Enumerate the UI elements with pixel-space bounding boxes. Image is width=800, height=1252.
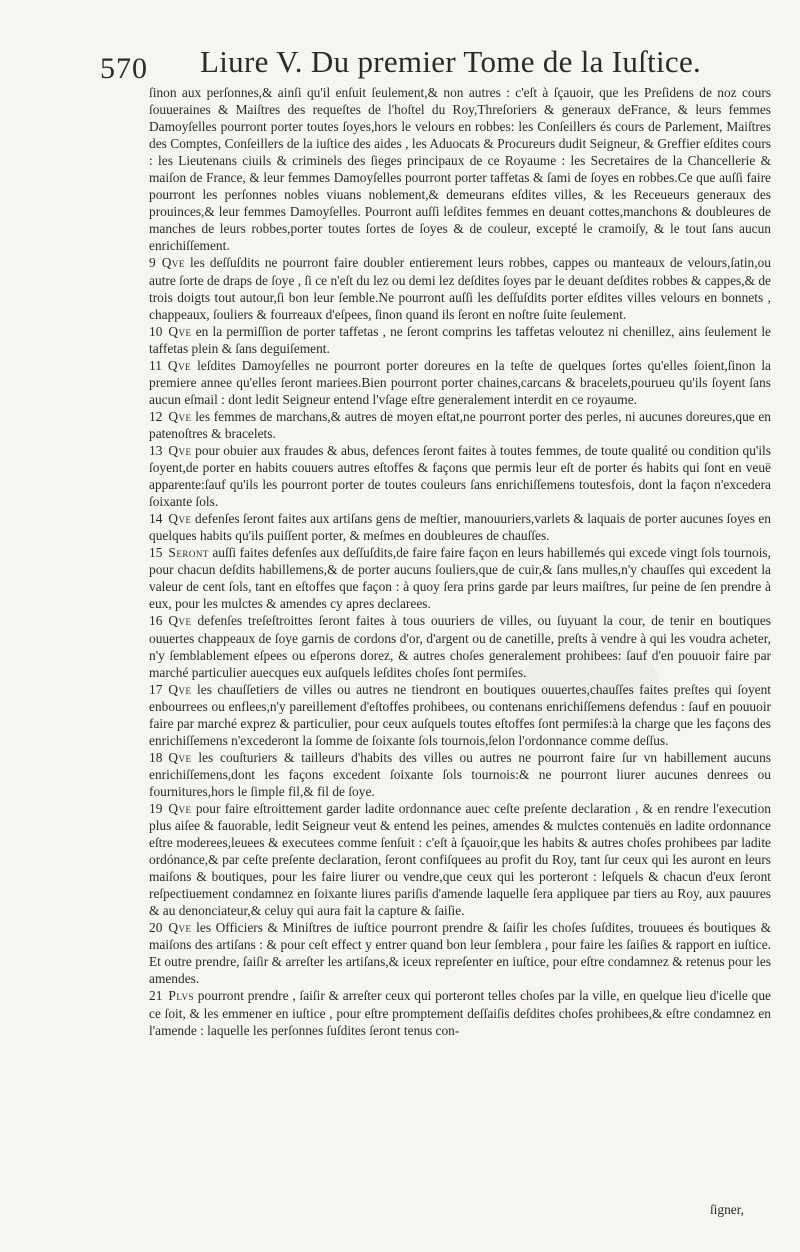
article-initial: Qve — [168, 511, 192, 527]
paragraph — [149, 681, 771, 749]
article-initial: Qve — [168, 408, 192, 424]
paragraph-text: les deſſuſdits ne pourront faire doubler entierement leurs robbes, cappes ou manteaux de velours,ſatin,ou autre ſorte de draps de ſoye , ſi ce n'eſt du lez ou demi lez deſdites ſoyes par le deuant deſdites robbes & cappes,& de trois doigts tout autour,ſi bon leur ſemble.Ne pourront auſſi les deſſuſdits porter eſdites villes velours en bonnets , chappeaux, ſouliers & fourreaux d'eſpees, ſinon quand ils ſeront en noſtre ſuite ſeulement. — [149, 255, 771, 322]
article-initial: Qve — [168, 442, 192, 458]
paragraph — [149, 510, 771, 544]
article-number: 13 — [149, 442, 163, 458]
paragraph-text: les chauſſetiers de villes ou autres ne tiendront en boutiques ouuertes,chauſſes faites preſtes qui ſoyent enbourrees ou enflees,n'y pareillement d'eſtoffes prohibees, ou contenans enrichiſſemens defendus : ſauf en pouuoir faire par marché exprez & particulier, pour ceux auſquels toutes eſtoffes ſont permiſes:à la charge que les façons des enrichiſſemens n'excederont la ſomme de ſoixante ſols tournois,ſelon l'ordonnance comme deſſus. — [149, 681, 771, 748]
paragraph-text: defenſes ſeront faites aux artiſans gens de meſtier, manouuriers,varlets & laquais de porter aucunes ſoyes en quelques habits qu'ils puiſſent porter, & meſmes en doubleures de chauſſes. — [149, 511, 771, 544]
paragraph — [149, 442, 771, 510]
paragraph-text: defenſes treſeſtroittes ſeront faites à tous ouuriers de villes, ou ſuyuant la cour, de tenir en boutiques ouuertes chappeaux de ſoye garnis de cordons d'or, d'argent ou de canetille, preſts à vendre à qui les voudra acheter, n'y ſemblablement eſpees ou eſperons dorez, & autres choſes generalement prohibees: ſauf d'en pouuoir faire par marché particulier auecques eux auſquels leſdites choſes ſont permiſes. — [149, 613, 771, 680]
article-number: 11 — [149, 357, 162, 373]
paragraph — [149, 357, 771, 408]
article-initial: Qve — [168, 749, 192, 765]
article-initial: Seront — [168, 545, 209, 561]
article-initial: Plvs — [168, 988, 195, 1004]
paragraph-text: en la permiſſion de porter taffetas , ne ſeront comprins les taffetas veloutez ni chenillez, ains ſeulement le taffetas plein & ſans deguiſement. — [149, 323, 771, 356]
folio-number: 570 — [100, 52, 148, 85]
article-initial: Qve — [168, 681, 192, 697]
paragraph-text: pourront prendre , ſaiſir & arreſter ceux qui porteront telles choſes par la ville, en quelque lieu d'icelle que ce ſoit, & les emmener en iuſtice , pour eſtre promptement deſſaiſis deſdites choſes prohibees,& eſtre condamnez en l'amende : laquelle les perſonnes ſuſdites ſeront tenus con- — [149, 988, 771, 1038]
article-initial: Qve — [168, 613, 192, 629]
article-number: 17 — [149, 681, 163, 697]
paragraph-text: auſſi faites defenſes aux deſſuſdits,de faire faire façon en leurs habillemés qui excede vingt ſols tournois, pour chacun deſdits habillemens,& de porter aucuns ſouliers,que de cuir,& ſans mulles,n'y chauſſes qui excedent la valeur de cent ſols, tant en eſtoffes que façon : à quoy ſera prins garde par leurs maiſtres, ſur peine de ſen prendre à eux, pour les mulctes & amendes cy apres declarees. — [149, 545, 771, 612]
page-header — [0, 34, 800, 84]
catchword: ſigner, — [709, 1202, 744, 1217]
article-initial: Qve — [167, 357, 192, 373]
paragraph — [149, 800, 771, 919]
paragraph-text: les Officiers & Miniſtres de iuſtice pourront prendre & ſaiſir les choſes ſuſdites, trouuees és boutiques & maiſons des artiſans : & pour ceſt effect y entrer quand bon leur ſemblera , pour faire les ſaiſies & rapport en iuſtice. Et outre prendre, ſaiſir & arreſter les artiſans,& iceux repreſenter en iuſtice, pour eſtre condamnez & retenus pour les amendes. — [149, 920, 771, 987]
article-initial: Qve — [161, 255, 185, 271]
article-initial: Qve — [168, 920, 192, 936]
paragraph-text: ſinon aux perſonnes,& ainſi qu'il enſuit ſeulement,& non autres : c'eſt à ſçauoir, que les Preſidens de noz cours ſouueraines & Maiſtres des requeſtes de l'hoſtel du Roy,Threſoriers & generaux deFrance, & leurs femmes Damoyſelles pourront porter toutes ſoyes,hors le velours en robbes: les Conſeillers és cours de Parlement, Maiſtres des Comptes, Conſeillers de la iuſtice des aides , les Aduocats & Procureurs dudit Seigneur, & Greffier eſdites cours : les Lieutenans ciuils & criminels des ſieges principaux de ce Royaume : les Secretaires de la Chancellerie & maiſon de France, & leur femmes Damoyſelles pourront porter taffetas & ſami de ſoyes en robbes.Ce que auſſi faire pourront les perſonnes nobles viuans noblement,& demeurans eſdites villes, & les Receueurs generaux des prouinces,& leur femmes Damoyſelles. Pourront auſſi leſdites femmes en deuant cottes,manchons & doubleures de manches de leurs robbes,porter toutes ſortes de ſoyes & de couleur, excepté le cramoiſy, & le tout ſans aucun enrichiſſement. — [149, 85, 771, 254]
paragraph — [149, 987, 771, 1038]
paragraph-text: leſdites Damoyſelles ne pourront porter doreures en la teſte de quelques ſortes qu'elles ſoient,ſinon la premiere annee qu'elles ſeront mariees.Bien pourront porter chaines,carcans & bracelets,pourueu qu'ils ſoyent ſans aucun eſmail : dont ledit Seigneur entend l'vſage eſtre generalement interdit en ce royaume. — [149, 357, 771, 407]
main-text-block — [149, 84, 771, 1039]
paragraph-text: pour faire eſtroittement garder ladite ordonnance auec ceſte preſente declaration , & en rendre l'execution plus aiſee & fauorable, ledit Seigneur veut & entend les peines, amendes & mulctes contenuës en ladite ordonnance eſtre moderees,leuees & executees comme ſenſuit : c'eſt à ſçauoir,que les habits & autres choſes prohibees par ladite ordónance,& par ceſte preſente declaration, ſeront confiſquees au profit du Roy, tant ſur ceux qui les auront en leurs maiſons & boutiques, pour les faire liurer ou vendre,que ceux qui les porteront : leſquels & chacun d'eux ſeront reſpectiuement condamnez en ſoixante liures pariſis d'amende laquelle ſera appliquee par tiers au Roy, aux pauures & au denonciateur,& celuy qui aura fait la capture & ſaiſie. — [149, 800, 771, 919]
article-number: 20 — [149, 920, 163, 936]
paragraph-text: les couſturiers & tailleurs d'habits des villes ou autres ne pourront faire ſur vn habillement aucuns enrichiſſemens,dont les façons excedent ſoixante ſols tournois:& ne pourront liurer aucunes denrees ou fournitures,hors le ſimple fil,& fil de ſoye. — [149, 749, 771, 799]
paragraph-text: pour obuier aux fraudes & abus, defences ſeront faites à toutes femmes, de toute qualité ou condition qu'ils ſoyent,de porter en habits couuers autres eſtoffes & façons que permis leur eſt de porter és habits qui ſont en veuë apparente:ſauf qu'ils les pourront porter de toutes couleurs ſans enrichiſſemens toutesfois, dont la façon n'excedera ſoixante ſols. — [149, 442, 771, 510]
paragraph — [149, 408, 771, 442]
paragraph — [149, 323, 771, 357]
paragraph — [149, 544, 771, 612]
article-number: 10 — [149, 323, 163, 339]
article-number: 19 — [149, 800, 163, 816]
article-number: 15 — [149, 545, 163, 561]
paragraph — [149, 84, 771, 254]
paragraph — [149, 919, 771, 987]
paragraph-text: les femmes de marchans,& autres de moyen eſtat,ne pourront porter des perles, ni aucunes doreures,que en patenoſtres & bracelets. — [149, 408, 771, 441]
article-number: 12 — [149, 408, 163, 424]
running-title: Liure V. Du premier Tome de la Iuſtice. — [200, 44, 702, 79]
article-number: 18 — [149, 749, 163, 765]
article-initial: Qve — [168, 323, 192, 339]
article-number: 16 — [149, 613, 163, 629]
paragraph — [149, 254, 771, 322]
article-initial: Qve — [168, 800, 192, 816]
article-number: 21 — [149, 988, 163, 1004]
paragraph — [149, 749, 771, 800]
article-number: 14 — [149, 511, 163, 527]
paragraph — [149, 612, 771, 680]
article-number: 9 — [149, 255, 156, 271]
